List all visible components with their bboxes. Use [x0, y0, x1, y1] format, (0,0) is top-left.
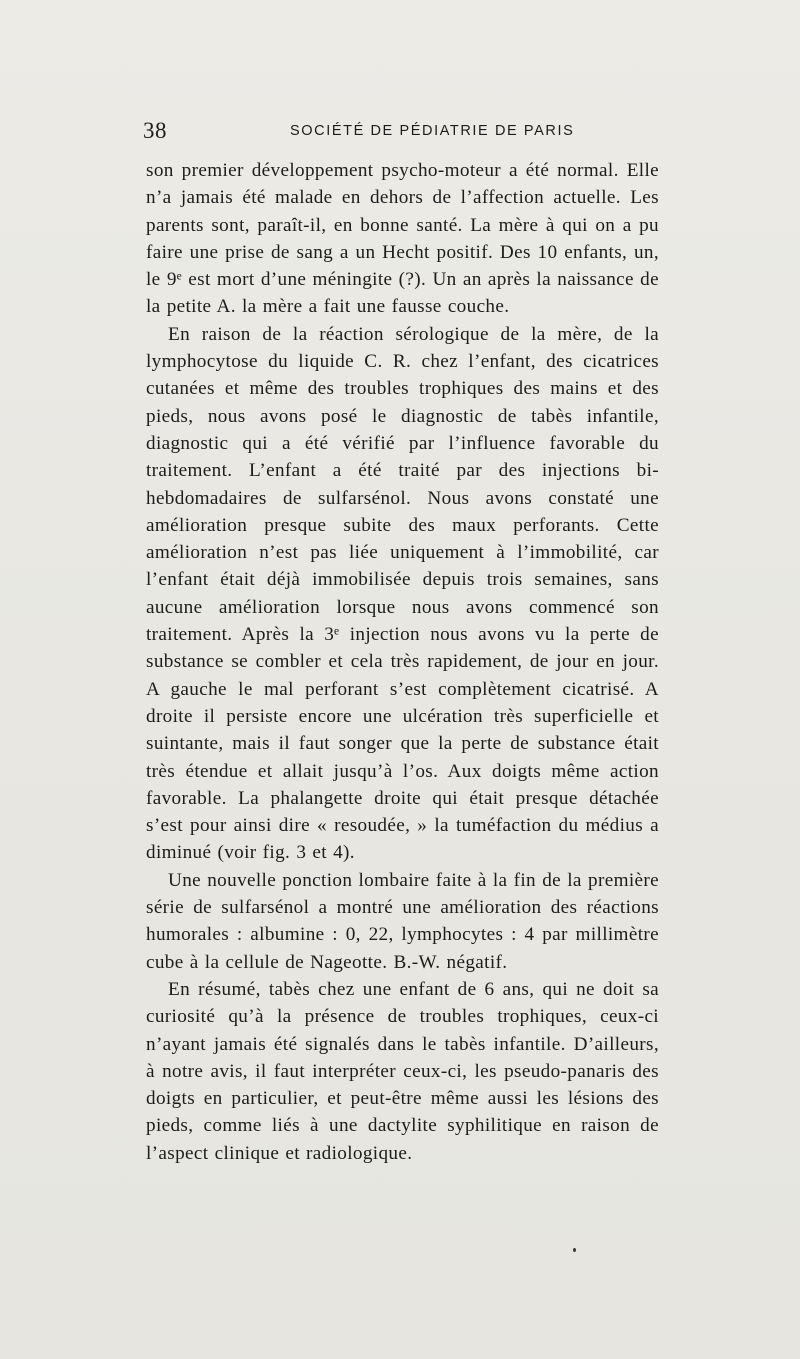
paragraph-summary: En résumé, tabès chez une enfant de 6 ans, qui ne doit sa curiosité qu’à la présence de troubles trophiques, ceux-ci n’ayant jamais été signalés dans le tabès infantile. D’ailleurs, à notre avis, il faut interpréter ceux-ci, les pseudo-panaris des doigts en particulier, et peut-être même aussi les lésions des pieds, comme liés à une dactylite syphilitique en raison de l’aspect clinique et radiologique. — [146, 978, 659, 1164]
ink-speck — [573, 1248, 576, 1252]
paragraph-diagnosis: En raison de la réaction sérologique de la mère, de la lymphocytose du liquide C. R. chez l’enfant, des cicatrices cutanées et même des troubles trophiques des mains et des pieds, nous avons posé le diagnostic de tabès infantile, diagnostic qui a été vérifié par l’influence favorable du traitement. L’enfant a été traité par des injections bi-hebdomadaires de sulfarsénol. Nous avons constaté une amélioration presque subite des maux perforants. Cette amélioration n’est pas liée uniquement à l’immobilité, car l’enfant était déjà immobilisée depuis trois semaines, sans aucune amélioration lorsque nous avons commencé son traitement. Après la 3ᵉ injection nous avons vu la perte de substance se combler et cela très rapidement, de jour en jour. A gauche le mal perforant s’est complètement cicatrisé. A droite il persiste encore une ulcération très superficielle et suintante, mais il faut songer que la perte de substance était très étendue et allait jusqu’à l’os. Aux doigts même action favorable. La phalangette droite qui était presque détachée s’est pour ainsi dire « resoudée, » la tuméfaction du médius a diminué (voir fig. 3 et 4). — [146, 323, 659, 864]
running-title: SOCIÉTÉ DE PÉDIATRIE DE PARIS — [290, 123, 575, 139]
paragraph-lumbar-puncture: Une nouvelle ponction lombaire faite à la fin de la première série de sulfarsénol a montré une amélioration des réactions humorales : albumine : 0, 22, lymphocytes : 4 par millimètre cube à la cellule de Nageotte. B.-W. négatif. — [146, 869, 659, 973]
body-text — [146, 157, 659, 1167]
page-number: 38 — [143, 118, 167, 143]
page-header — [143, 118, 658, 148]
paragraph-continuation: son premier développement psycho-moteur a été normal. Elle n’a jamais été malade en dehors de l’affection actuelle. Les parents sont, paraît-il, en bonne santé. La mère à qui on a pu faire une prise de sang a un Hecht positif. Des 10 enfants, un, le 9ᵉ est mort d’une méningite (?). Un an après la naissance de la petite A. la mère a fait une fausse couche. — [146, 160, 659, 318]
